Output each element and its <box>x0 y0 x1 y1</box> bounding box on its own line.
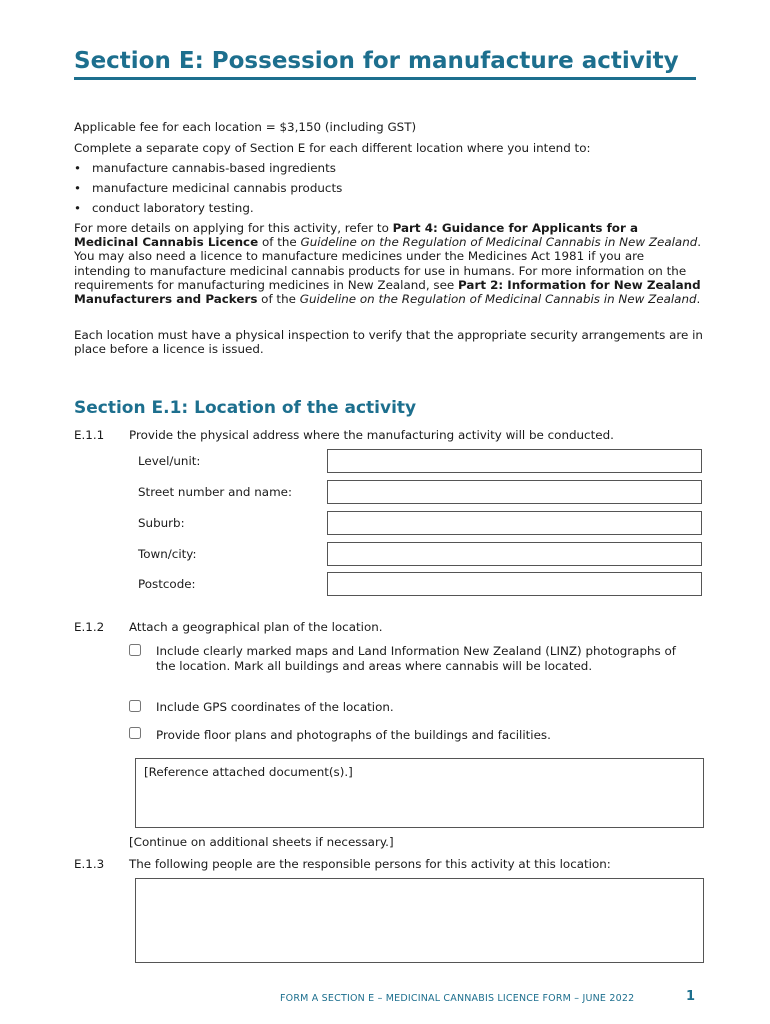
town-input[interactable] <box>327 542 702 566</box>
town-label: Town/city: <box>138 547 197 561</box>
question-number: E.1.1 <box>74 428 105 442</box>
details-paragraph: For more details on applying for this activity, refer to Part 4: Guidance for Applicants for a Medicinal Cannabis Licence of the Guideline on the Regulation of Medicinal Cannabis in New Zealand. You may also need a licence to manufacture medicines under the Medicines Act 1981 if you are intending to manufacture medicinal cannabis products for use in humans. For more information on the requirements for manufacturing medicines in New Zealand, see Part 2: Information for New Zealand Manufacturers and Packers of the Guideline on the Regulation of Medicinal Cannabis in New Zealand. <box>74 221 702 307</box>
guideline-title: Guideline on the Regulation of Medicinal Cannabis in New Zealand <box>300 235 698 250</box>
gps-checkbox-label: Include GPS coordinates of the location. <box>156 700 394 714</box>
footer-text: FORM A SECTION E – MEDICINAL CANNABIS LICENCE FORM – JUNE 2022 <box>280 993 635 1004</box>
list-item: • conduct laboratory testing. <box>74 199 342 219</box>
intro-line: Complete a separate copy of Section E for each different location where you intend to: <box>74 141 591 155</box>
page-title: Section E: Possession for manufacture activity <box>74 48 696 80</box>
reference-box-text: [Reference attached document(s).] <box>144 765 353 779</box>
question-text: Attach a geographical plan of the location. <box>129 620 383 634</box>
continue-note: [Continue on additional sheets if necessary.] <box>129 835 394 849</box>
reference-documents-box[interactable] <box>135 758 704 828</box>
fee-line: Applicable fee for each location = $3,150 (including GST) <box>74 120 417 134</box>
suburb-label: Suburb: <box>138 516 185 530</box>
part2-reference: Part 2: Information for New Zealand Manufacturers and Packers <box>74 277 701 307</box>
level-input[interactable] <box>327 449 702 473</box>
maps-checkbox[interactable] <box>129 644 141 656</box>
question-text: The following people are the responsible persons for this activity at this location: <box>129 857 611 871</box>
guideline-title: Guideline on the Regulation of Medicinal Cannabis in New Zealand <box>299 292 697 307</box>
maps-checkbox-label: Include clearly marked maps and Land Information New Zealand (LINZ) photographs of the location. Mark all buildings and areas where cannabis will be located. <box>156 644 676 673</box>
question-text: Provide the physical address where the manufacturing activity will be conducted. <box>129 428 614 442</box>
street-input[interactable] <box>327 480 702 504</box>
level-label: Level/unit: <box>138 454 201 468</box>
floor-plans-checkbox[interactable] <box>129 727 141 739</box>
responsible-persons-box[interactable] <box>135 878 704 963</box>
question-number: E.1.2 <box>74 620 105 634</box>
postcode-input[interactable] <box>327 572 702 596</box>
floor-plans-checkbox-label: Provide floor plans and photographs of the buildings and facilities. <box>156 728 551 742</box>
inspection-note: Each location must have a physical inspection to verify that the appropriate security arrangements are in place before a licence is issued. <box>74 328 703 357</box>
part4-reference: Part 4: Guidance for Applicants for a Medicinal Cannabis Licence <box>74 221 639 250</box>
question-number: E.1.3 <box>74 857 105 871</box>
list-item: • manufacture medicinal cannabis products <box>74 179 342 199</box>
street-label: Street number and name: <box>138 485 292 499</box>
activity-list <box>74 159 342 219</box>
page-number: 1 <box>686 989 696 1004</box>
postcode-label: Postcode: <box>138 577 196 591</box>
list-item: • manufacture cannabis-based ingredients <box>74 159 342 179</box>
gps-checkbox[interactable] <box>129 700 141 712</box>
suburb-input[interactable] <box>327 511 702 535</box>
section-heading: Section E.1: Location of the activity <box>74 398 417 418</box>
